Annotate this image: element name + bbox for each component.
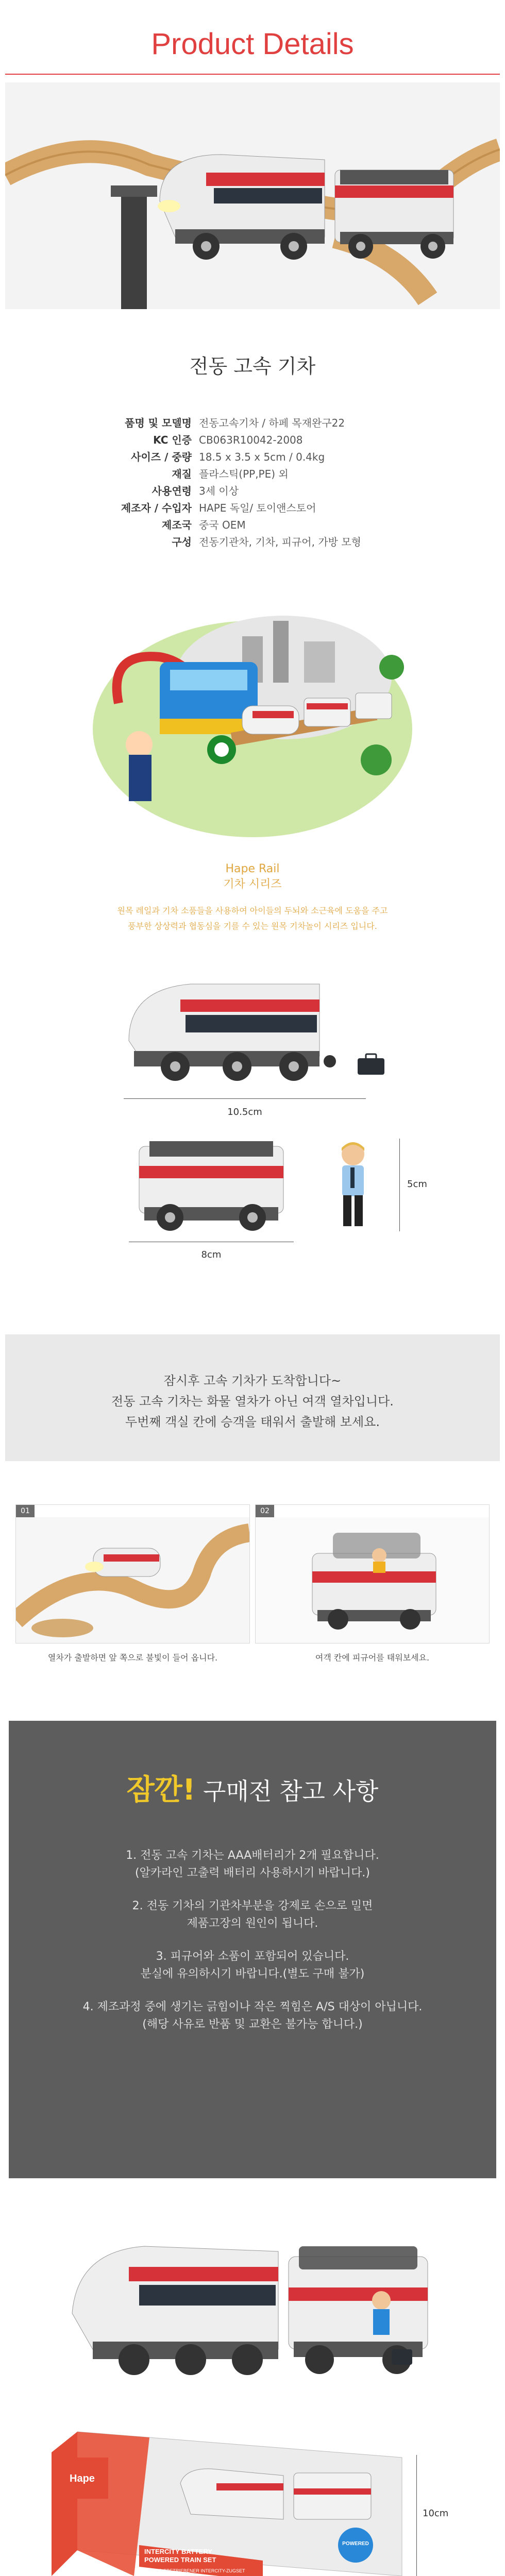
brand-subtitle: 기차 시리즈: [223, 878, 282, 891]
hero-photo: [5, 82, 500, 309]
box-title: [144, 2548, 216, 2564]
step-card: [15, 1504, 250, 1643]
notice-item: [0, 1847, 505, 1882]
spec-value: 중국 OEM: [199, 519, 246, 531]
intro-text: [0, 1370, 505, 1432]
dim-box-height: 10cm: [423, 2508, 449, 2519]
box-title-line: INTERCITY BATTERY: [144, 2548, 212, 2555]
intro-line: 전동 고속 기차는 화물 열차가 아닌 여객 열차입니다.: [111, 1394, 394, 1409]
product-title: 전동 고속 기차: [189, 355, 316, 378]
notice-line: 4. 제조과정 중에 생기는 긁힘이나 작은 찍힘은 A/S 대상이 아닙니다.: [82, 2001, 423, 2013]
step-number: 02: [256, 1505, 274, 1517]
dim-figure-height: 5cm: [407, 1179, 427, 1190]
playset-illustration: [88, 574, 417, 842]
package-box: [46, 2421, 407, 2576]
spec-key: 제조국: [162, 519, 192, 531]
box-subtitle: BATTERIEBETRIEBENER INTERCITY-ZUGSET: [144, 2568, 245, 2573]
notice-item: [0, 1948, 505, 1983]
spec-key: 제조자 / 수입자: [121, 502, 192, 514]
spec-row: [113, 432, 423, 449]
spec-row: [113, 466, 423, 483]
dimension-line: [124, 1098, 366, 1099]
brand-name: Hape Rail: [225, 862, 280, 875]
spec-row: [113, 449, 423, 466]
notice-highlight: 잠깐!: [126, 1773, 196, 1807]
spec-value: CB063R10042-2008: [199, 434, 303, 446]
intro-line: 두번째 객실 칸에 승객을 태워서 출발해 보세요.: [125, 1415, 380, 1429]
passenger-car-image: [129, 1136, 294, 1234]
spec-table: [113, 415, 423, 551]
box-title-line: POWERED TRAIN SET: [144, 2556, 216, 2564]
notice-item: [0, 1998, 505, 2033]
notice-line: 1. 전동 고속 기차는 AAA배터리가 2개 필요합니다.: [126, 1849, 379, 1862]
spec-value: HAPE 독일/ 토이앤스토어: [199, 502, 316, 514]
notice-line: (해당 사유로 반품 및 교환은 불가능 합니다.): [142, 2018, 363, 2031]
step-caption: 여객 칸에 피규어를 태워보세요.: [315, 1653, 430, 1663]
spec-value: 3세 이상: [199, 485, 239, 497]
step-caption: 열차가 출발하면 앞 쪽으로 불빛이 들어 옵니다.: [47, 1653, 218, 1663]
train-set-photo: [62, 2210, 453, 2396]
spec-row: [113, 517, 423, 534]
spec-row: [113, 415, 423, 432]
notice-line: 제품고장의 원인이 됩니다.: [187, 1917, 318, 1930]
spec-row: [113, 534, 423, 551]
dimension-line: [416, 2455, 417, 2576]
notice-line: (알카라인 고출력 배터리 사용하시기 바랍니다.): [135, 1867, 370, 1879]
step-card: [255, 1504, 490, 1643]
spec-key: 사용연령: [152, 485, 192, 497]
spec-key: KC 인증: [153, 434, 192, 446]
brand-block: [0, 861, 505, 892]
dim-car-length: 8cm: [201, 1249, 222, 1260]
spec-value: 18.5 x 3.5 x 5cm / 0.4kg: [199, 451, 325, 463]
brand-desc-line: 원목 레일과 기차 소품들을 사용하여 아이들의 두뇌와 소근육에 도움을 주고: [117, 906, 388, 916]
notice-line: 3. 피규어와 소품이 포함되어 있습니다.: [156, 1950, 349, 1963]
dim-train-length: 10.5cm: [227, 1107, 262, 1117]
header-divider: [5, 74, 500, 75]
spec-key: 재질: [172, 468, 192, 480]
spec-value: 플라스틱(PP,PE) 외: [199, 468, 289, 480]
box-powered-badge: POWERED: [342, 2541, 369, 2547]
notice-item: [0, 1897, 505, 1933]
spec-row: [113, 500, 423, 517]
spec-value: 전동기관차, 기차, 피규어, 가방 모형: [199, 536, 361, 548]
step-number: 01: [16, 1505, 35, 1517]
figure-image: [335, 1139, 371, 1231]
notice-title: [0, 1767, 505, 1808]
notice-list: [0, 1847, 505, 2049]
dimension-line: [399, 1139, 400, 1231]
spec-key: 구성: [172, 536, 192, 548]
brand-desc-line: 풍부한 상상력과 협동심을 기를 수 있는 원목 기차놀이 시리즈 입니다.: [128, 921, 377, 931]
page-title: Product Details: [151, 27, 354, 61]
spec-key: 품명 및 모델명: [125, 417, 192, 429]
spec-key: 사이즈 / 중량: [131, 451, 192, 463]
spec-value: 전동고속기차 / 하페 목재완구22: [199, 417, 345, 429]
suitcase-icon: [356, 1052, 386, 1076]
notice-heading: 구매전 참고 사항: [203, 1777, 379, 1805]
box-brand-logo: Hape: [70, 2473, 95, 2484]
notice-line: 분실에 유의하시기 바랍니다.(별도 구매 불가): [140, 1968, 365, 1980]
locomotive-image: [124, 969, 366, 1087]
notice-line: 2. 전동 기차의 기관차부분을 강제로 손으로 밀면: [132, 1900, 373, 1912]
intro-line: 잠시후 고속 기차가 도착합니다~: [163, 1374, 342, 1388]
spec-row: [113, 483, 423, 500]
brand-description: [0, 903, 505, 934]
